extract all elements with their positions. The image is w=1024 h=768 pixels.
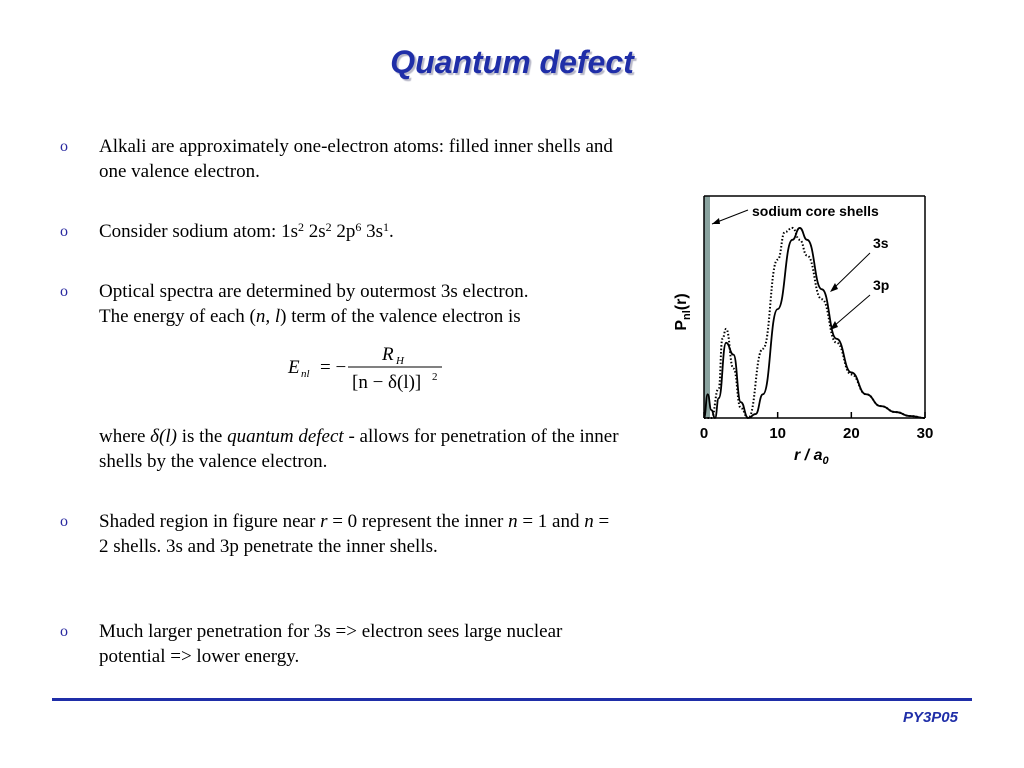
x-tick-label: 20 [842,425,860,442]
bullet-marker: o [60,283,68,300]
x-tick-label: 0 [699,425,709,442]
bullet-optical-spectra [60,279,620,329]
bullet-alkali [60,134,620,184]
bullet-text: Shaded region in figure near r = 0 represent the inner n = 1 and n = 2 shells. 3s and 3p penetrate the inner shells. [99,511,610,557]
bullet-marker: o [60,138,68,155]
bullet-penetration [60,619,620,669]
curves [704,228,925,418]
formula-lhs: E [288,357,300,378]
formula-numerator: R [382,344,394,365]
bullet-marker: o [60,513,68,530]
x-axis-label: r / $a_0$ [794,447,829,467]
core-shell-label: sodium core shells [752,203,879,219]
bullet-marker: o [60,223,68,240]
bullet-text: Optical spectra are determined by outermost 3s electron. The energy of each (n, l) term of the valence electron is [99,281,529,327]
series-3s-arrow [834,253,870,288]
core-shell-arrowhead [712,218,720,224]
bullet-text: Consider sodium atom: $1s^2$ $2s^2$ $2p^6$ $3s^1$. [99,220,394,242]
bullet-marker: o [60,623,68,640]
bullet-sodium-config [60,219,620,244]
slide-title: Quantum defect [390,44,634,80]
formula-denominator: [n − δ(l)] [352,372,422,393]
x-ticks [700,412,934,442]
bullet-text: Alkali are approximately one-electron atoms: filled inner shells and one valence electron. [99,136,613,182]
bullet-text: Much larger penetration for 3s => electron sees large nuclear potential => lower energy. [99,621,563,667]
x-tick-label: 10 [769,425,787,442]
formula-denominator-sup: 2 [432,371,438,383]
series-3p-line [704,228,925,418]
formula-equals: = − [320,357,347,378]
series-3p-label: 3p [873,277,890,293]
y-axis-label [673,293,693,330]
formula-numerator-sub: H [396,355,404,367]
formula-lhs-sub: nl [301,368,310,380]
footer-course-code: PY3P05 [902,709,958,726]
core-shell-shading [704,196,710,418]
bullet-shaded-region [60,509,620,559]
radial-probability-plot [668,190,958,470]
x-tick-label: 30 [916,425,934,442]
energy-formula [284,340,464,400]
svg-text:Pnl(r): $P_{nl}(r)$ [673,293,693,331]
series-3p-arrow [834,295,870,326]
footer-rule [52,698,972,701]
where-paragraph: where δ(l) is the quantum defect - allows for penetration of the inner shells by the valence electron. [99,426,619,472]
series-3s-arrowhead [830,283,838,292]
series-3s-label: 3s [873,235,889,251]
